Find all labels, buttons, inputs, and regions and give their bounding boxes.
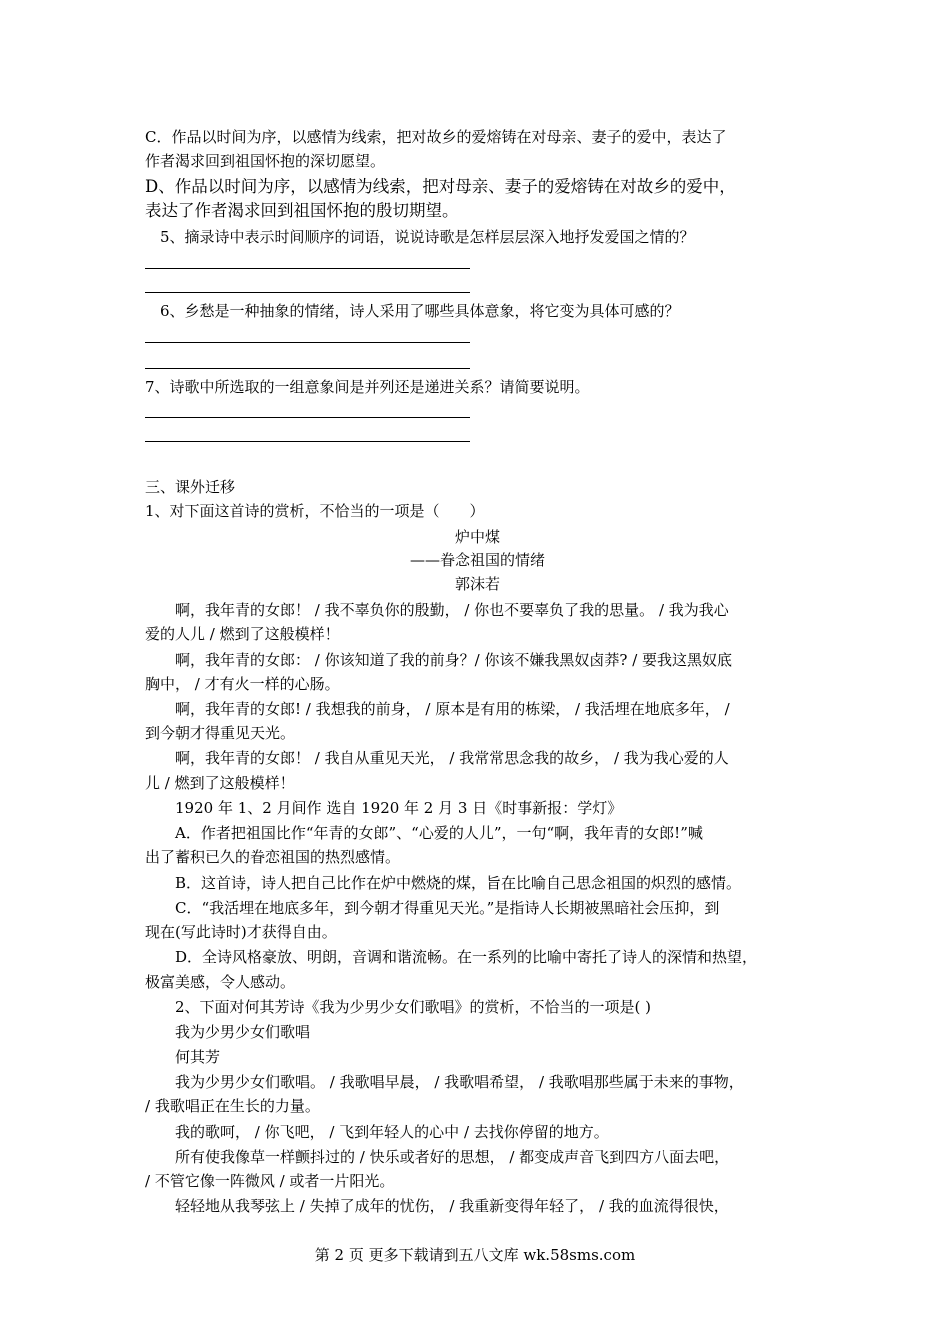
q5-answer-line-1 (145, 268, 470, 269)
q1-option-a-line2: 出了蓄积已久的眷恋祖国的热烈感情。 (145, 848, 401, 866)
poem1-line: 爱的人儿 / 燃到了这般模样！ (145, 625, 340, 643)
q6-answer-line-1 (145, 342, 470, 343)
poem1-line: 啊，我年青的女郎！ / 我不辜负你的殷勤， / 你也不要辜负了我的思量。 / 我为我心 (145, 601, 729, 619)
q4-option-c-line1: C．作品以时间为序，以感情为线索，把对故乡的爱熔铸在对母亲、妻子的爱中，表达了 (145, 128, 727, 146)
q7-answer-line-1 (145, 417, 470, 418)
q1-option-c-line2: 现在(写此诗时)才获得自由。 (145, 923, 337, 941)
poem2-author: 何其芳 (145, 1048, 221, 1066)
poem1-line: 啊，我年青的女郎! / 我想我的前身， / 原本是有用的栋梁， / 我活埋在地底多年， / (145, 700, 730, 718)
q1-option-d-line2: 极富美感，令人感动。 (145, 973, 296, 991)
q1-option-b: B．这首诗，诗人把自己比作在炉中燃烧的煤，旨在比喻自己思念祖国的炽烈的感情。 (145, 874, 742, 892)
poem1-line: 啊，我年青的女郎： / 你该知道了我的前身？/ 你该不嫌我黑奴卤莽? / 要我这黑奴底 (145, 651, 733, 669)
section3-heading: 三、课外迁移 (145, 478, 236, 496)
poem2-line: 我为少男少女们歌唱。 / 我歌唱早晨， / 我歌唱希望， / 我歌唱那些属于未来的事物， (145, 1073, 744, 1091)
q6-answer-line-2 (145, 368, 470, 369)
poem1-subtitle: ——眷念祖国的情绪 (409, 551, 545, 569)
poem1-title: 炉中煤 (454, 528, 500, 546)
q6-question: 6、乡愁是一种抽象的情绪，诗人采用了哪些具体意象，将它变为具体可感的？ (160, 302, 680, 320)
poem2-line: 轻轻地从我琴弦上 / 失掉了成年的忧伤， / 我重新变得年轻了， / 我的血流得很快， (145, 1197, 729, 1215)
page-footer: 第 2 页 更多下载请到五八文库 wk.58sms.com (314, 1246, 636, 1264)
q1-option-c-line1: C．“我活埋在地底多年，到今朝才得重见天光。”是指诗人长期被黑暗社会压抑，到 (145, 899, 720, 917)
poem1-source: 1920 年 1、2 月间作 选自 1920 年 2 月 3 日《时事新报：学灯》 (145, 799, 623, 817)
poem2-line: 所有使我像草一样颤抖过的 / 快乐或者好的思想， / 都变成声音飞到四方八面去吧， (145, 1148, 730, 1166)
poem1-line: 到今朝才得重见天光。 (145, 724, 296, 742)
poem1-line: 啊，我年青的女郎！ / 我自从重见天光， / 我常常思念我的故乡， / 我为我心爱的人 (145, 749, 729, 767)
q7-question: 7、诗歌中所选取的一组意象间是并列还是递进关系？请简要说明。 (145, 378, 590, 396)
section3-q2-prompt: 2、下面对何其芳诗《我为少男少女们歌唱》的赏析，不恰当的一项是( ) (145, 998, 652, 1016)
q4-option-c-line2: 作者渴求回到祖国怀抱的深切愿望。 (145, 152, 386, 170)
poem2-line: / 我歌唱正在生长的力量。 (145, 1097, 320, 1115)
poem2-line: 我的歌呵， / 你飞吧， / 飞到年轻人的心中 / 去找你停留的地方。 (145, 1123, 609, 1141)
q1-option-d-line1: D．全诗风格豪放、明朗，音调和谐流畅。在一系列的比喻中寄托了诗人的深情和热望， (145, 948, 758, 966)
q7-answer-line-2 (145, 441, 470, 442)
q4-option-d-line2: 表达了作者渴求回到祖国怀抱的殷切期望。 (145, 201, 459, 220)
q4-option-d-line1: D、作品以时间为序，以感情为线索，把对母亲、妻子的爱熔铸在对故乡的爱中， (145, 177, 736, 196)
q5-question: 5、摘录诗中表示时间顺序的词语，说说诗歌是怎样层层深入地抒发爱国之情的？ (160, 228, 695, 246)
section3-q1-prompt: 1、对下面这首诗的赏析，不恰当的一项是（ ） (145, 502, 485, 520)
poem2-line: / 不管它像一阵微风 / 或者一片阳光。 (145, 1172, 395, 1190)
poem2-title: 我为少男少女们歌唱 (145, 1023, 311, 1041)
poem1-line: 儿 / 燃到了这般模样！ (145, 774, 295, 792)
q5-answer-line-2 (145, 292, 470, 293)
poem1-line: 胸中， / 才有火一样的心肠。 (145, 675, 340, 693)
poem1-author: 郭沫若 (454, 575, 500, 593)
q1-option-a-line1: A．作者把祖国比作“年青的女郎”、“心爱的人儿”，一句“啊，我年青的女郎!”喊 (145, 824, 703, 842)
